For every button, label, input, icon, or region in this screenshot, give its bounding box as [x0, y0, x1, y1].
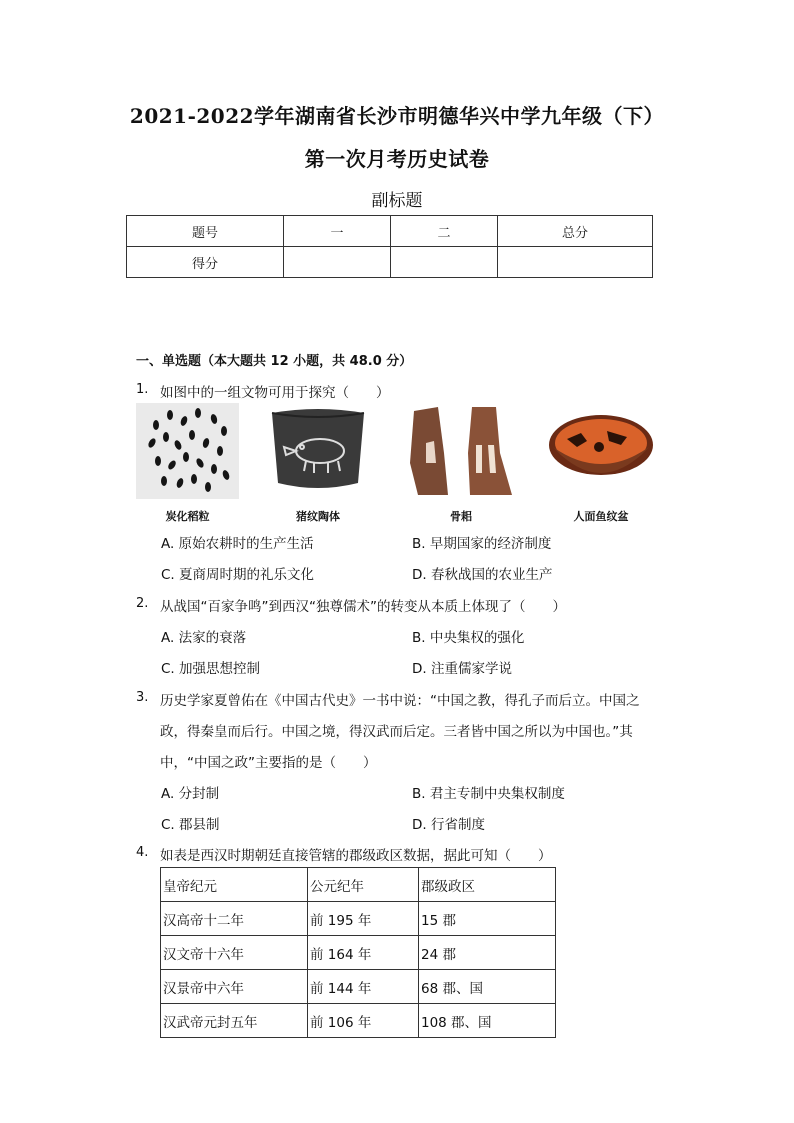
score-header-cell: 二	[391, 216, 498, 247]
table-header-row	[161, 868, 556, 902]
option-a[interactable]: A. 法家的衰落	[161, 630, 247, 646]
table-cell: 前 164 年	[308, 936, 419, 970]
table-row	[161, 902, 556, 936]
image-caption: 人面鱼纹盆	[573, 510, 629, 523]
bone-spade-image	[404, 403, 518, 503]
score-header-cell: 总分	[498, 216, 653, 247]
table-cell: 68 郡、国	[419, 970, 556, 1004]
table-cell: 108 郡、国	[419, 1004, 556, 1038]
option-b[interactable]: B. 早期国家的经济制度	[412, 536, 552, 552]
table-cell: 汉景帝中六年	[161, 970, 308, 1004]
table-cell: 前 144 年	[308, 970, 419, 1004]
question-text-line1: 历史学家夏曾佑在《中国古代史》一书中说：“中国之教，得孔子而后立。中国之	[160, 693, 640, 709]
score-table-row	[127, 247, 653, 278]
option-d[interactable]: D. 春秋战国的农业生产	[412, 567, 553, 583]
score-header-cell: 一	[284, 216, 391, 247]
score-row-label: 得分	[127, 247, 284, 278]
table-cell: 24 郡	[419, 936, 556, 970]
option-c[interactable]: C. 郡县制	[161, 817, 220, 833]
table-row	[161, 936, 556, 970]
question-text: 从战国“百家争鸣”到西汉“独尊儒术”的转变从本质上体现了（ ）	[160, 599, 566, 615]
option-b[interactable]: B. 中央集权的强化	[412, 630, 525, 646]
question-number: 1.	[136, 382, 149, 397]
exam-title-line2: 第一次月考历史试卷	[304, 147, 490, 171]
table-cell: 前 195 年	[308, 902, 419, 936]
table-row	[161, 1004, 556, 1038]
question-text: 如表是西汉时期朝廷直接管辖的郡级政区数据，据此可知（ ）	[160, 848, 552, 864]
image-caption: 猪纹陶体	[296, 510, 340, 523]
option-c[interactable]: C. 加强思想控制	[161, 661, 261, 677]
exam-title-line1: 2021-2022学年湖南省长沙市明德华兴中学九年级（下）	[129, 104, 665, 128]
table-header-cell: 皇帝纪元	[161, 868, 308, 902]
subtitle: 副标题	[371, 191, 423, 211]
score-cell[interactable]	[391, 247, 498, 278]
score-table	[126, 215, 653, 278]
question-text-line3: 中，“中国之政”主要指的是（ ）	[160, 755, 377, 771]
score-table-header-row	[127, 216, 653, 247]
table-header-cell: 郡级政区	[419, 868, 556, 902]
fish-pattern-basin-image	[547, 403, 655, 503]
prefecture-data-table	[160, 867, 556, 1038]
option-d[interactable]: D. 注重儒家学说	[412, 661, 512, 677]
table-cell: 前 106 年	[308, 1004, 419, 1038]
question-text: 如图中的一组文物可用于探究（ ）	[160, 385, 390, 401]
option-a[interactable]: A. 分封制	[161, 786, 220, 802]
table-header-cell: 公元纪年	[308, 868, 419, 902]
image-caption: 炭化稻粒	[165, 510, 210, 523]
option-b[interactable]: B. 君主专制中央集权制度	[412, 786, 565, 802]
table-cell: 汉高帝十二年	[161, 902, 308, 936]
question-number: 4.	[136, 845, 149, 860]
image-caption: 骨耜	[450, 510, 472, 523]
question-number: 3.	[136, 690, 149, 705]
option-c[interactable]: C. 夏商周时期的礼乐文化	[161, 567, 315, 583]
section-heading: 一、单选题（本大题共 12 小题，共 48.0 分）	[136, 354, 413, 369]
question-number: 2.	[136, 596, 149, 611]
table-cell: 15 郡	[419, 902, 556, 936]
score-cell[interactable]	[498, 247, 653, 278]
table-row	[161, 970, 556, 1004]
option-a[interactable]: A. 原始农耕时的生产生活	[161, 536, 314, 552]
option-d[interactable]: D. 行省制度	[412, 817, 485, 833]
carbonized-rice-image	[136, 403, 239, 503]
pig-pattern-pottery-image	[268, 403, 368, 503]
table-cell: 汉文帝十六年	[161, 936, 308, 970]
question-text-line2: 政，得秦皇而后行。中国之境，得汉武而后定。三者皆中国之所以为中国也。”其	[160, 724, 633, 740]
table-cell: 汉武帝元封五年	[161, 1004, 308, 1038]
score-header-cell: 题号	[127, 216, 284, 247]
score-cell[interactable]	[284, 247, 391, 278]
